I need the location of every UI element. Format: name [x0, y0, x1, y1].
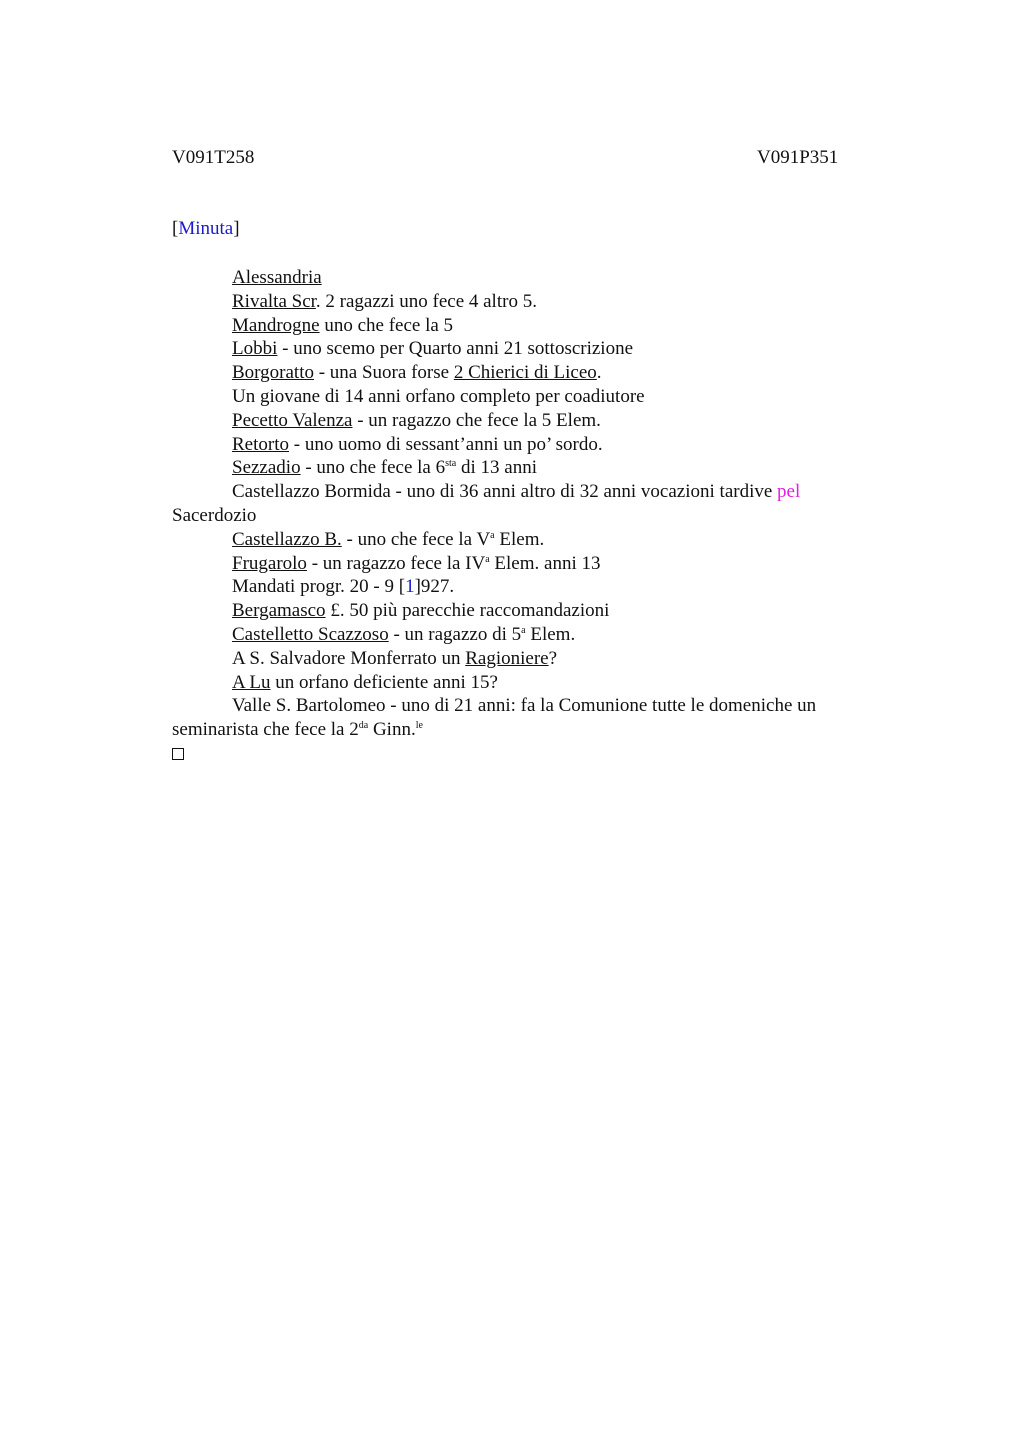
- bracket-close: ]: [233, 218, 240, 239]
- empty-box-icon: [172, 748, 184, 760]
- superscript: da: [358, 720, 369, 732]
- line-text: - un ragazzo di 5: [388, 623, 522, 645]
- line-text: uno che fece la 5: [319, 314, 454, 336]
- line-text: un orfano deficiente anni 15?: [270, 671, 498, 693]
- line-end: .: [596, 362, 602, 384]
- minuta-label: [172, 218, 240, 240]
- line-castellazzo-b: [172, 528, 872, 552]
- end-marker: [172, 742, 872, 766]
- line-mandrogne: [172, 314, 872, 338]
- header-left-code: V091T258: [172, 147, 255, 168]
- place-name: Mandrogne: [232, 314, 320, 336]
- line-giovane: [172, 385, 872, 409]
- superscript: a: [485, 553, 490, 565]
- line-lobbi: [172, 337, 872, 361]
- line-text: - uno scemo per Quarto anni 21 sottoscrizione: [277, 338, 634, 360]
- line-sezzadio: [172, 456, 872, 480]
- document-body: [172, 266, 872, 766]
- place-name: Retorto: [232, 433, 289, 455]
- underlined-phrase: Ragioniere: [465, 647, 549, 669]
- underlined-phrase: 2 Chierici di Liceo: [453, 362, 597, 384]
- bracket-open: [: [172, 218, 179, 239]
- line-retorto: [172, 433, 872, 457]
- line-castelletto: [172, 623, 872, 647]
- place-name: Frugarolo: [232, 552, 307, 574]
- line-salvadore: [172, 647, 872, 671]
- superscript: a: [521, 624, 526, 636]
- place-name: Rivalta Scr: [232, 290, 316, 312]
- line-text: - un ragazzo fece la IV: [306, 552, 486, 574]
- line-end: Elem.: [494, 528, 545, 550]
- line-rivalta: [172, 290, 872, 314]
- line-mandati: [172, 575, 872, 599]
- line-end: Elem.: [525, 623, 576, 645]
- line-borgoratto: [172, 361, 872, 385]
- place-name: Borgoratto: [232, 362, 314, 384]
- line-end: Sacerdozio: [172, 504, 257, 526]
- line-text: Castellazzo Bormida - uno di 36 anni altro di 32 anni vocazioni tardive: [232, 481, 778, 503]
- line-frugarolo: [172, 552, 872, 576]
- line-text: - uno che fece la V: [341, 528, 491, 550]
- place-name: Bergamasco: [232, 600, 326, 622]
- line-end: ?: [548, 647, 558, 669]
- highlighted-word: pel: [777, 481, 801, 503]
- line-text: A S. Salvadore Monferrato un: [232, 647, 466, 669]
- line-bergamasco: [172, 599, 872, 623]
- line-end: Elem. anni 13: [489, 552, 601, 574]
- line-text: - una Suora forse: [313, 362, 454, 384]
- place-name: Lobbi: [232, 338, 278, 360]
- line-valle: [172, 694, 872, 742]
- line-pecetto: [172, 409, 872, 433]
- editorial-digit: 1: [405, 576, 415, 598]
- line-text: Mandati progr. 20 - 9 [: [232, 576, 406, 598]
- place-name: Pecetto Valenza: [232, 409, 353, 431]
- place-name: Castelletto Scazzoso: [232, 623, 389, 645]
- line-end: Ginn.: [368, 719, 416, 741]
- superscript: le: [415, 720, 423, 732]
- line-text: Valle S. Bartolomeo - uno di 21 anni: fa la Comunione tutte le domeniche un seminarista che fece la 2: [172, 695, 817, 741]
- place-name: A Lu: [232, 671, 271, 693]
- place-name: Sezzadio: [232, 457, 301, 479]
- place-name: Castellazzo B.: [232, 528, 342, 550]
- line-castellazzo-bormida: [172, 480, 872, 528]
- line-text: Un giovane di 14 anni orfano completo per coadiutore: [232, 385, 645, 407]
- line-alessandria: [172, 266, 872, 290]
- place-name: Alessandria: [232, 267, 322, 288]
- line-text: - un ragazzo che fece la 5 Elem.: [352, 409, 601, 431]
- header-right-code: V091P351: [757, 147, 839, 168]
- superscript: a: [490, 529, 495, 541]
- line-text: - uno che fece la 6: [300, 457, 446, 479]
- minuta-word: Minuta: [178, 218, 234, 239]
- line-text: £. 50 più parecchie raccomandazioni: [325, 600, 610, 622]
- line-end: di 13 anni: [456, 457, 537, 479]
- line-end: ]927.: [414, 576, 455, 598]
- line-text: . 2 ragazzi uno fece 4 altro 5.: [315, 290, 537, 312]
- line-lu: [172, 671, 872, 695]
- superscript: sta: [445, 458, 457, 470]
- line-text: - uno uomo di sessant’anni un po’ sordo.: [289, 433, 603, 455]
